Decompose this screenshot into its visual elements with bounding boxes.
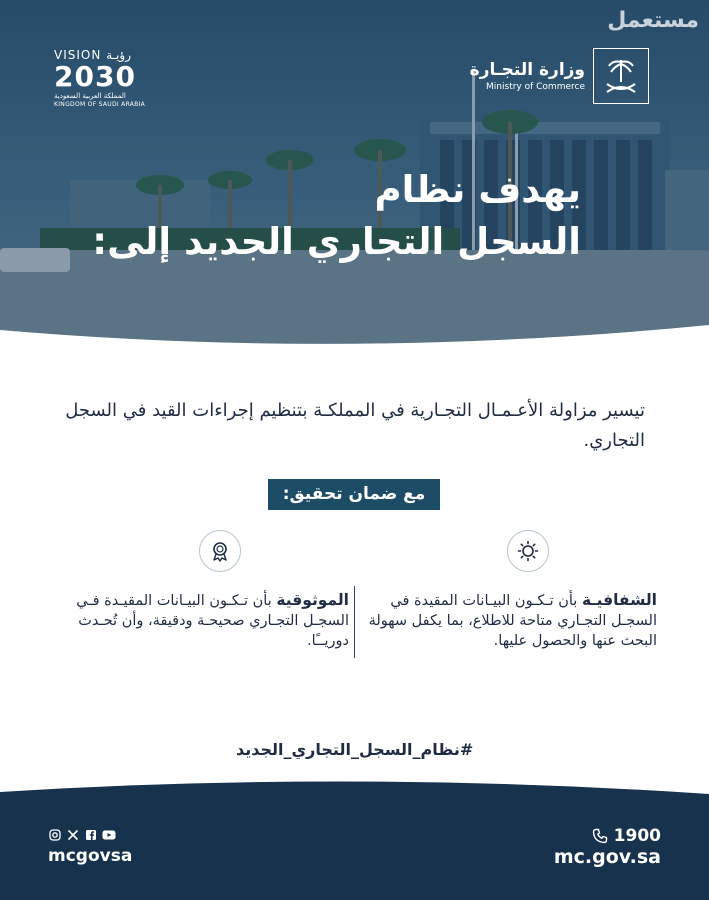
transparency-title: الشفافيـة (581, 591, 657, 609)
vision-country-en: KINGDOM OF SAUDI ARABIA (54, 101, 146, 108)
ministry-logo (470, 48, 649, 104)
column-divider (354, 586, 355, 658)
phone-icon (592, 828, 608, 844)
social-icons (48, 828, 116, 842)
hashtag[interactable]: #نظام_السجل_التجاري_الجديد (236, 740, 474, 759)
phone-number: 1900 (613, 826, 661, 846)
vision-label: VISION رؤيـة (54, 48, 132, 62)
header-hero (0, 0, 709, 360)
palm-swords-emblem-icon (593, 48, 649, 104)
ministry-name-en: Ministry of Commerce (486, 82, 585, 92)
x-icon[interactable] (66, 828, 80, 842)
vision-year: 2030 (54, 60, 136, 93)
reliability-description: بأن تـكـون البيـانات المقيـدة فـي السجـل التجـاري صحيحـة ودقيقة، وأن تُحـدث دوريــًا. (76, 593, 349, 649)
transparency-text (367, 590, 657, 651)
transparency-description: بأن تـكـون البيـانات المقيدة في السجـل التجـاري متاحة للاطلاع، بما يكفل سهولة البحث عنها والحصول عليها. (368, 593, 657, 649)
instagram-icon[interactable] (48, 828, 62, 842)
phone-contact[interactable] (592, 826, 661, 846)
social-handle[interactable]: mcgovsa (48, 846, 133, 866)
reliability-text (59, 590, 349, 651)
reliability-column (59, 530, 349, 651)
vision-country-ar: المملكة العربية السعودية (54, 92, 126, 100)
website-link[interactable]: mc.gov.sa (553, 846, 661, 868)
vision-2030-logo (54, 48, 154, 109)
headline (92, 164, 581, 268)
reliability-title: الموثوقية (276, 591, 349, 609)
ensure-tag: مع ضمان تحقيق: (268, 479, 440, 510)
intro-paragraph: تيسير مزاولة الأعـمـال التجـارية في المملكـة بتنظيم إجراءات القيد في السجل التجاري. (65, 400, 645, 451)
facebook-icon[interactable] (84, 828, 98, 842)
sun-icon (507, 530, 549, 572)
award-badge-icon (199, 530, 241, 572)
transparency-column (367, 530, 657, 651)
youtube-icon[interactable] (102, 828, 116, 842)
headline-line-2: السجل التجاري الجديد إلى: (92, 220, 581, 263)
headline-line-1: يهدف نظام (374, 168, 581, 211)
ministry-name-ar: وزارة التجـارة (469, 60, 585, 80)
site-watermark: مستعمل (607, 8, 699, 33)
